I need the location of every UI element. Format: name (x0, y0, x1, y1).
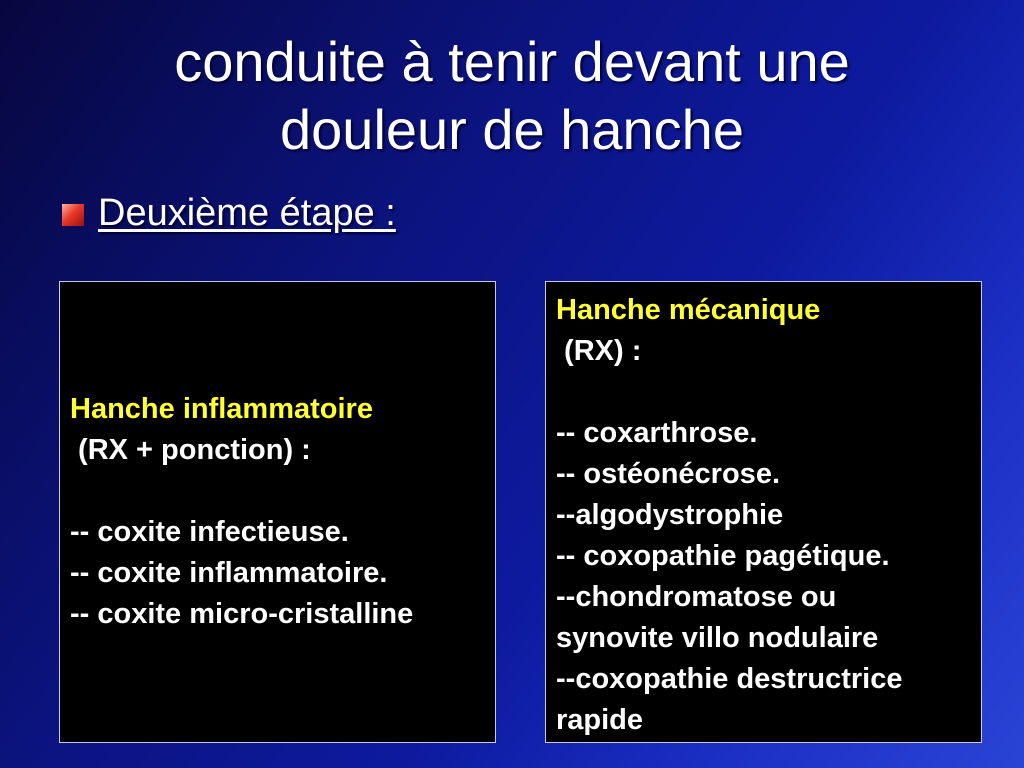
list-item: --chondromatose ou (556, 581, 837, 613)
list-item: rapide (556, 704, 644, 736)
list-item: -- coxarthrose. (556, 417, 758, 449)
inflammatory-box-subtitle: (RX + ponction) : (70, 434, 311, 466)
mechanical-box-subtitle: (RX) : (556, 335, 642, 367)
list-item: synovite villo nodulaire (556, 622, 879, 654)
spacer (70, 471, 485, 512)
inflammatory-box-title: Hanche inflammatoire (70, 393, 373, 425)
list-item: -- ostéonécrose. (556, 458, 780, 490)
list-item: -- coxite infectieuse. (70, 516, 349, 548)
title-line-2: douleur de hanche (280, 98, 744, 161)
square-bullet-icon (62, 204, 84, 226)
list-item: --algodystrophie (556, 499, 784, 531)
list-item: --coxopathie destructrice (556, 663, 903, 695)
spacer (556, 372, 971, 413)
list-item: -- coxite inflammatoire. (70, 557, 388, 589)
title-line-1: conduite à tenir devant une (174, 30, 850, 93)
list-item: -- coxopathie pagétique. (556, 540, 890, 572)
list-item: -- coxite micro-cristalline (70, 598, 414, 630)
mechanical-hip-box (545, 281, 982, 743)
step-heading (62, 192, 396, 235)
step-label: Deuxième étape : (98, 192, 396, 234)
inflammatory-hip-box (59, 281, 496, 743)
slide-title (0, 28, 1024, 164)
mechanical-box-title: Hanche mécanique (556, 294, 821, 326)
